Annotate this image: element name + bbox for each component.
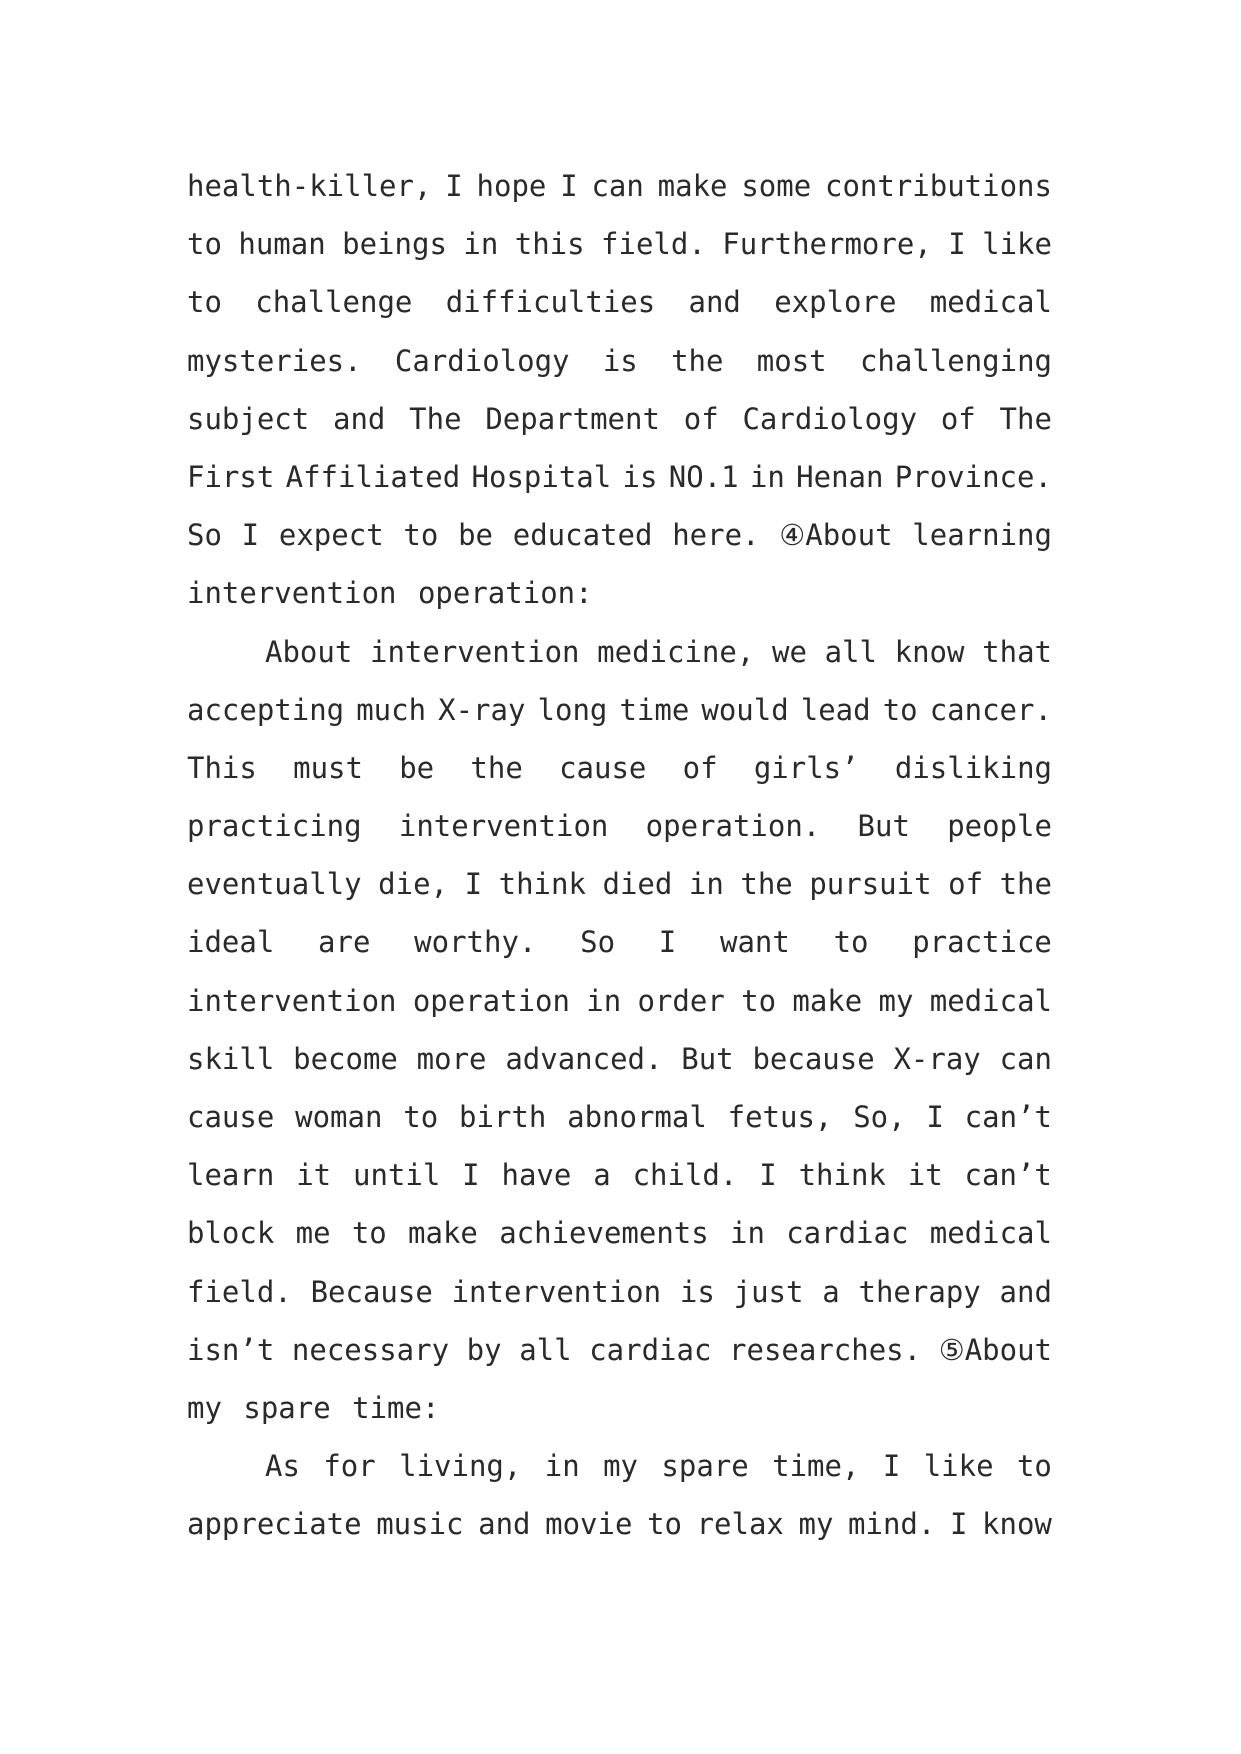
word: we <box>771 634 807 669</box>
word: cardiac <box>589 1332 712 1367</box>
word: pursuit <box>809 867 932 902</box>
word: cardiac <box>786 1216 909 1251</box>
word: just <box>733 1274 804 1309</box>
body-text <box>187 157 1052 1554</box>
word: child. <box>632 1158 738 1193</box>
word: difficulties <box>445 285 656 320</box>
text-line <box>187 1437 1052 1495</box>
word: girls’ <box>753 750 859 785</box>
text-line: intervention operation: <box>187 576 593 611</box>
word: to <box>403 518 439 553</box>
word: have <box>501 1158 572 1193</box>
word: people <box>947 809 1052 844</box>
word: can <box>999 1041 1052 1076</box>
text-line <box>187 913 1052 971</box>
word: because <box>752 1041 875 1076</box>
word: know <box>982 1507 1052 1542</box>
word: are <box>318 925 371 960</box>
word: eventually <box>187 867 362 902</box>
word: intervention <box>451 1274 662 1309</box>
word: to <box>187 227 222 262</box>
word: I <box>560 169 578 203</box>
word: disliking <box>894 750 1052 785</box>
text-line <box>187 1321 1052 1379</box>
word: birth <box>458 1100 547 1134</box>
word: About <box>265 634 353 669</box>
word: know <box>894 634 965 669</box>
word: can’t <box>964 1158 1052 1193</box>
text-line <box>187 1495 1052 1553</box>
word: Affiliated <box>285 459 461 494</box>
word: the <box>740 867 793 902</box>
word: But <box>857 809 910 844</box>
word: the <box>999 867 1052 902</box>
text-line <box>187 448 1052 506</box>
text-line <box>187 739 1052 797</box>
word: of <box>948 867 984 902</box>
word: intervention <box>398 809 609 844</box>
word: So, <box>853 1100 906 1134</box>
word: all <box>519 1332 572 1367</box>
word: I <box>658 925 677 960</box>
word: must <box>293 750 363 785</box>
word: that <box>982 634 1052 669</box>
word: beings <box>342 227 447 262</box>
word: educated <box>512 518 653 553</box>
word: the <box>671 343 724 378</box>
word: learning <box>912 518 1052 553</box>
word: skill <box>187 1041 275 1076</box>
word: die, <box>378 867 449 902</box>
word: I <box>445 169 463 203</box>
word: my <box>798 1507 834 1542</box>
word: medical <box>929 285 1052 320</box>
word: be <box>458 518 493 553</box>
word: is <box>602 343 638 378</box>
word: the <box>470 750 523 785</box>
word: to <box>187 285 222 320</box>
word: of <box>683 401 719 436</box>
word: all <box>824 634 877 669</box>
word: medicine, <box>597 634 755 669</box>
word: by <box>466 1332 502 1367</box>
word: long <box>537 692 608 727</box>
word: This <box>187 750 257 785</box>
word: accepting <box>187 692 345 727</box>
word: cancer. <box>929 692 1052 727</box>
word: I <box>759 1158 777 1193</box>
text-line <box>187 390 1052 448</box>
word: want <box>719 925 790 960</box>
text-line <box>187 1088 1052 1146</box>
word: in <box>586 983 622 1018</box>
text-line <box>187 332 1052 390</box>
word: of <box>940 401 976 436</box>
word: challenging <box>859 343 1052 378</box>
word: NO.1 <box>668 459 739 494</box>
word: health-killer, <box>187 169 432 203</box>
word: my <box>878 983 914 1018</box>
text-line <box>187 1204 1052 1262</box>
text-line <box>187 1146 1052 1204</box>
word: like <box>982 227 1052 262</box>
word: achievements <box>499 1216 709 1251</box>
word: in <box>463 227 499 262</box>
word: like <box>923 1449 994 1484</box>
word: here. <box>672 518 760 553</box>
word: block <box>187 1216 275 1251</box>
word: it <box>296 1158 332 1193</box>
word: The <box>409 401 462 436</box>
word: it <box>907 1158 943 1193</box>
word: spare <box>661 1449 749 1484</box>
word: medical <box>929 1216 1052 1251</box>
word: So <box>187 518 222 553</box>
word: field. <box>601 227 706 262</box>
word: fetus, <box>727 1100 833 1134</box>
word: to <box>351 1216 387 1251</box>
word: I <box>464 867 483 902</box>
word: a <box>593 1158 611 1193</box>
word: human <box>238 227 326 262</box>
word: most <box>756 343 827 378</box>
word: make <box>657 169 728 203</box>
word: can’t <box>964 1100 1052 1134</box>
word: to <box>403 1100 439 1134</box>
word: to <box>882 692 918 727</box>
word: ideal <box>187 925 275 960</box>
word: So <box>580 925 616 960</box>
word: me <box>295 1216 331 1251</box>
text-line <box>187 157 1052 215</box>
word: make <box>792 983 863 1018</box>
word: researches. <box>729 1332 922 1367</box>
word: and <box>333 401 386 436</box>
word: contributions <box>824 169 1052 203</box>
word: for <box>323 1449 376 1484</box>
word: explore <box>774 285 897 320</box>
word: Department <box>485 401 660 436</box>
word: practice <box>912 925 1052 960</box>
word: I <box>926 1100 944 1134</box>
word: I <box>882 1449 901 1484</box>
word: mysteries. <box>187 343 362 378</box>
word: Cardiology <box>742 401 918 436</box>
word: make <box>408 1216 478 1251</box>
text-line <box>187 1030 1052 1088</box>
word: movie <box>545 1507 633 1542</box>
word: X-ray <box>893 1041 981 1076</box>
word: relax <box>696 1507 784 1542</box>
word: Province. <box>894 459 1052 494</box>
word: in <box>688 867 724 902</box>
word: First <box>187 459 275 494</box>
word: Furthermore, <box>722 227 932 262</box>
word: appreciate <box>187 1507 362 1542</box>
word: necessary <box>291 1332 450 1367</box>
word: to <box>647 1507 682 1542</box>
word: I <box>462 1158 480 1193</box>
word: in <box>749 459 785 494</box>
word: and <box>999 1274 1052 1309</box>
word: Hospital <box>471 459 612 494</box>
word: hope <box>476 169 547 203</box>
word: be <box>399 750 435 785</box>
word: operation <box>412 983 570 1018</box>
word: X-ray <box>438 692 526 727</box>
word: Cardiology <box>394 343 570 378</box>
word: some <box>741 169 812 203</box>
text-line <box>187 681 1052 739</box>
text-line <box>187 273 1052 331</box>
word: practicing <box>187 809 362 844</box>
word: The <box>999 401 1052 436</box>
word: intervention <box>187 983 397 1018</box>
word: until <box>352 1158 441 1193</box>
word: to <box>1016 1449 1052 1484</box>
word: a <box>822 1274 840 1309</box>
word: mind. <box>848 1507 936 1542</box>
word: is <box>679 1274 715 1309</box>
word: music <box>376 1507 464 1542</box>
word: in <box>730 1216 765 1251</box>
word: learn <box>187 1158 275 1193</box>
word: time <box>619 692 690 727</box>
text-line <box>187 506 1052 564</box>
word: operation. <box>645 809 821 844</box>
word: therapy <box>858 1274 981 1309</box>
word: can <box>591 169 644 203</box>
word: challenge <box>255 285 413 320</box>
word: isn’t <box>187 1332 275 1367</box>
word: Because <box>310 1274 433 1309</box>
text-line <box>187 797 1052 855</box>
word: lead <box>800 692 871 727</box>
word: living, <box>399 1449 522 1484</box>
word: this <box>514 227 585 262</box>
text-line <box>187 623 1052 681</box>
word: to <box>741 983 777 1018</box>
word: I <box>948 227 966 262</box>
word: ⑤About <box>938 1332 1052 1367</box>
word: woman <box>295 1100 383 1134</box>
word: As <box>265 1449 300 1484</box>
word: subject <box>187 401 310 436</box>
word: time, <box>772 1449 860 1484</box>
word: is <box>622 459 658 494</box>
word: think <box>498 867 586 902</box>
word: I <box>241 518 260 553</box>
text-line <box>187 215 1052 273</box>
word: would <box>701 692 789 727</box>
word: and <box>478 1507 531 1542</box>
word: intervention <box>369 634 580 669</box>
text-line <box>187 855 1052 913</box>
text-line: my spare time: <box>187 1390 440 1425</box>
word: to <box>833 925 869 960</box>
word: of <box>682 750 718 785</box>
word: my <box>603 1449 638 1484</box>
word: much <box>356 692 427 727</box>
word: in <box>544 1449 580 1484</box>
word: Henan <box>796 459 884 494</box>
word: advanced. <box>505 1041 663 1076</box>
word: expect <box>278 518 384 553</box>
word: ④About <box>779 518 893 553</box>
word: worthy. <box>414 925 537 960</box>
word: medical <box>929 983 1052 1018</box>
word: abnormal <box>567 1100 707 1134</box>
word: cause <box>559 750 647 785</box>
word: order <box>637 983 725 1018</box>
text-line <box>187 1263 1052 1321</box>
word: But <box>681 1041 734 1076</box>
word: cause <box>187 1100 275 1134</box>
word: died <box>602 867 673 902</box>
word: and <box>688 285 741 320</box>
word: more <box>416 1041 487 1076</box>
word: field. <box>187 1274 292 1309</box>
word: become <box>293 1041 398 1076</box>
text-line <box>187 972 1052 1030</box>
word: think <box>798 1158 886 1193</box>
word: I <box>949 1507 968 1542</box>
